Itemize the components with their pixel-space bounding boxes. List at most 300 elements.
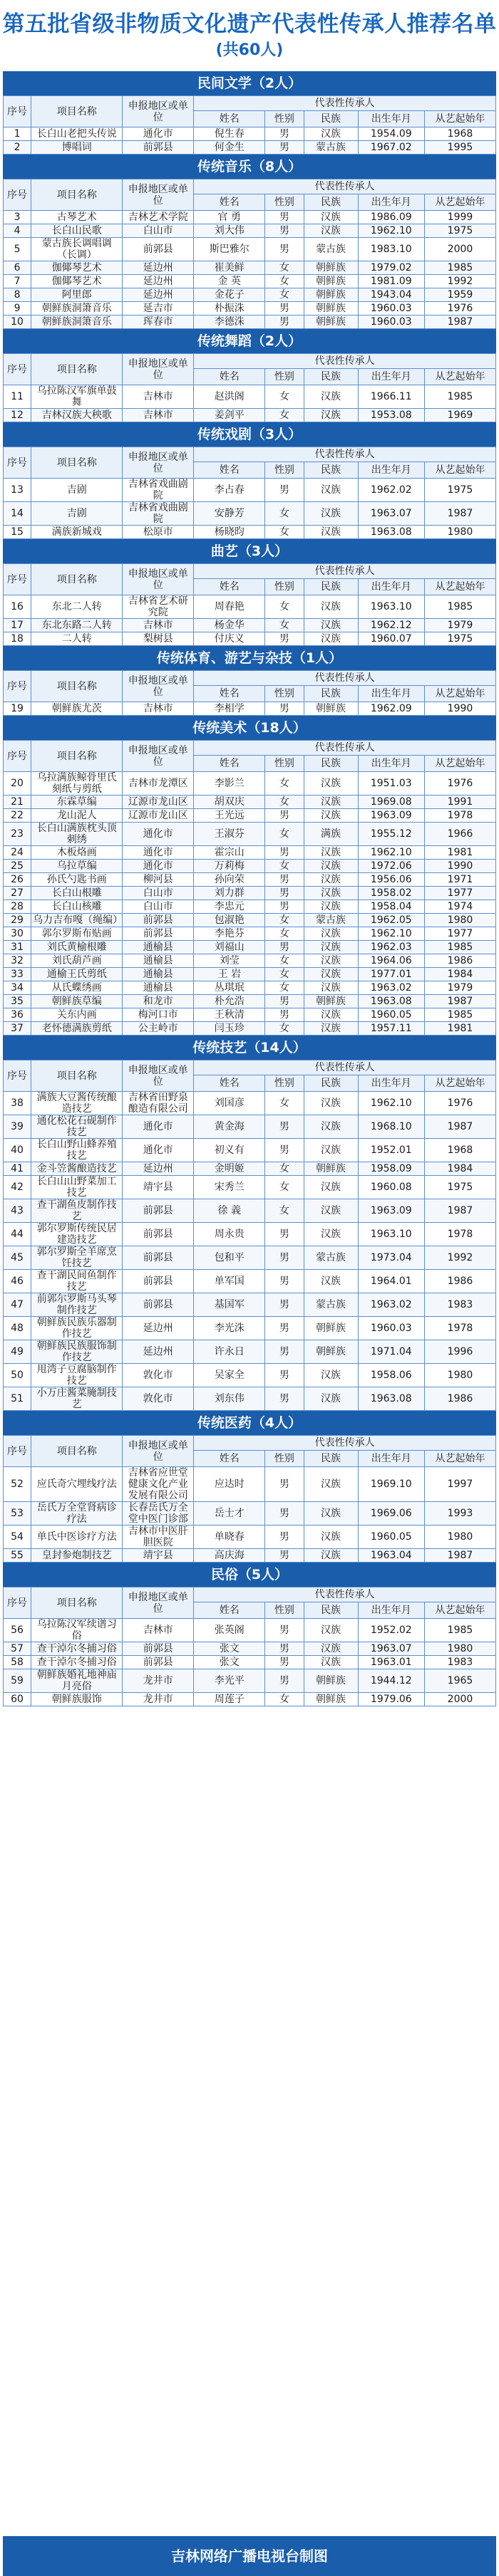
cell-gender: 女 bbox=[265, 772, 304, 796]
cell-region: 龙井市 bbox=[123, 1693, 194, 1706]
cell-project: 乌拉草编 bbox=[31, 860, 123, 873]
cell-gender: 男 bbox=[265, 1387, 304, 1411]
table-row bbox=[4, 288, 496, 302]
cell-birth: 1954.09 bbox=[358, 127, 424, 141]
table-row bbox=[4, 1317, 496, 1340]
cell-region: 白山市 bbox=[123, 900, 194, 914]
cell-project: 通榆王氏剪纸 bbox=[31, 968, 123, 981]
cell-birth: 1952.01 bbox=[358, 1139, 424, 1162]
cell-gender: 女 bbox=[265, 261, 304, 275]
cell-ethnicity: 汉族 bbox=[304, 1526, 358, 1549]
cell-gender: 女 bbox=[265, 1022, 304, 1036]
cell-birth: 1962.03 bbox=[358, 941, 424, 954]
column-header-name: 姓名 bbox=[194, 686, 265, 702]
table-row bbox=[4, 702, 496, 716]
cell-birth: 1963.08 bbox=[358, 1387, 424, 1411]
cell-project: 博唱词 bbox=[31, 141, 123, 155]
column-header-ethnicity: 民族 bbox=[304, 686, 358, 702]
cell-gender: 女 bbox=[265, 385, 304, 409]
cell-since: 1992 bbox=[424, 275, 495, 288]
table-row bbox=[4, 1669, 496, 1693]
cell-gender: 男 bbox=[265, 632, 304, 646]
cell-since: 1977 bbox=[424, 887, 495, 900]
column-header-name: 姓名 bbox=[194, 1602, 265, 1619]
cell-since: 1984 bbox=[424, 1162, 495, 1176]
column-header-gender: 性别 bbox=[265, 462, 304, 479]
cell-name: 许永日 bbox=[194, 1340, 265, 1364]
cell-name: 刘东伟 bbox=[194, 1387, 265, 1411]
table-row bbox=[4, 275, 496, 288]
cell-region: 延吉市 bbox=[123, 302, 194, 316]
cell-seq: 6 bbox=[4, 261, 31, 275]
table-row bbox=[4, 1115, 496, 1139]
column-header-rep-group: 代表性传承人 bbox=[194, 179, 496, 194]
cell-gender: 男 bbox=[265, 900, 304, 914]
cell-birth: 1943.04 bbox=[358, 288, 424, 302]
cell-name: 金花子 bbox=[194, 288, 265, 302]
cell-region: 通化市 bbox=[123, 823, 194, 846]
column-header-seq: 序号 bbox=[4, 1587, 31, 1619]
cell-region: 公主岭市 bbox=[123, 1022, 194, 1036]
cell-since: 1986 bbox=[424, 1387, 495, 1411]
cell-name: 李相学 bbox=[194, 702, 265, 716]
cell-seq: 55 bbox=[4, 1549, 31, 1563]
cell-region: 敦化市 bbox=[123, 1364, 194, 1387]
cell-seq: 34 bbox=[4, 981, 31, 995]
cell-region: 延边州 bbox=[123, 1162, 194, 1176]
column-header-gender: 性别 bbox=[265, 579, 304, 595]
cell-project: 伽倻琴艺术 bbox=[31, 261, 123, 275]
cell-birth: 1963.02 bbox=[358, 981, 424, 995]
table-row bbox=[4, 1387, 496, 1411]
cell-gender: 男 bbox=[265, 1293, 304, 1317]
cell-project: 郭尔罗斯全羊席烹饪技艺 bbox=[31, 1246, 123, 1270]
cell-project: 老怀德满族剪纸 bbox=[31, 1022, 123, 1036]
cell-project: 乌拉陈汉军续谱习俗 bbox=[31, 1619, 123, 1642]
cell-since: 1990 bbox=[424, 860, 495, 873]
column-header-ethnicity: 民族 bbox=[304, 194, 358, 211]
cell-region: 柳河县 bbox=[123, 873, 194, 887]
cell-ethnicity: 蒙古族 bbox=[304, 141, 358, 155]
cell-project: 东霖草编 bbox=[31, 796, 123, 809]
cell-birth: 1981.09 bbox=[358, 275, 424, 288]
cell-since: 1980 bbox=[424, 526, 495, 539]
cell-name: 包和平 bbox=[194, 1246, 265, 1270]
column-header-rep-group: 代表性传承人 bbox=[194, 1060, 496, 1075]
cell-seq: 51 bbox=[4, 1387, 31, 1411]
column-header-name: 姓名 bbox=[194, 1451, 265, 1467]
cell-seq: 42 bbox=[4, 1176, 31, 1199]
header-row bbox=[4, 741, 496, 756]
cell-region: 吉林市 bbox=[123, 1619, 194, 1642]
cell-project: 朝鲜族民族乐器制作技艺 bbox=[31, 1317, 123, 1340]
cell-name: 霍宗山 bbox=[194, 846, 265, 860]
cell-since: 1987 bbox=[424, 502, 495, 526]
column-header-seq: 序号 bbox=[4, 671, 31, 702]
cell-gender: 男 bbox=[265, 127, 304, 141]
cell-project: 长白山山野菜加工技艺 bbox=[31, 1176, 123, 1199]
cell-project: 朝鲜族服饰 bbox=[31, 1693, 123, 1706]
cell-birth: 1958.06 bbox=[358, 1364, 424, 1387]
cell-seq: 18 bbox=[4, 632, 31, 646]
cell-ethnicity: 朝鲜族 bbox=[304, 1340, 358, 1364]
cell-birth: 1963.04 bbox=[358, 1549, 424, 1563]
cell-region: 吉林市 bbox=[123, 409, 194, 422]
section-header: 传统舞蹈（2人） bbox=[3, 329, 496, 353]
cell-gender: 女 bbox=[265, 860, 304, 873]
cell-birth: 1952.02 bbox=[358, 1619, 424, 1642]
cell-since: 1993 bbox=[424, 1502, 495, 1526]
column-header-rep-group: 代表性传承人 bbox=[194, 447, 496, 462]
cell-project: 朝鲜族洞箫音乐 bbox=[31, 302, 123, 316]
cell-gender: 男 bbox=[265, 1467, 304, 1502]
cell-project: 伽倻琴艺术 bbox=[31, 275, 123, 288]
column-header-project: 项目名称 bbox=[31, 179, 123, 211]
cell-name: 刘国彦 bbox=[194, 1092, 265, 1115]
column-header-rep-group: 代表性传承人 bbox=[194, 1436, 496, 1451]
cell-since: 1983 bbox=[424, 1656, 495, 1669]
cell-region: 前郭县 bbox=[123, 1246, 194, 1270]
header-row bbox=[4, 564, 496, 579]
cell-seq: 49 bbox=[4, 1340, 31, 1364]
cell-gender: 男 bbox=[265, 479, 304, 502]
cell-name: 岳士才 bbox=[194, 1502, 265, 1526]
cell-seq: 44 bbox=[4, 1223, 31, 1246]
cell-name: 周永贵 bbox=[194, 1223, 265, 1246]
cell-project: 朝鲜族婚礼地神庙月亮俗 bbox=[31, 1669, 123, 1693]
section-header: 传统医药（4人） bbox=[3, 1411, 496, 1435]
cell-gender: 女 bbox=[265, 914, 304, 927]
cell-ethnicity: 汉族 bbox=[304, 1656, 358, 1669]
cell-seq: 57 bbox=[4, 1642, 31, 1656]
cell-region: 前郭县 bbox=[123, 1270, 194, 1293]
cell-region: 靖宇县 bbox=[123, 1549, 194, 1563]
column-header-birth: 出生年月 bbox=[358, 462, 424, 479]
cell-since: 1985 bbox=[424, 941, 495, 954]
cell-birth: 1973.04 bbox=[358, 1246, 424, 1270]
cell-birth: 1964.06 bbox=[358, 954, 424, 968]
column-header-name: 姓名 bbox=[194, 462, 265, 479]
table-row bbox=[4, 927, 496, 941]
table-row bbox=[4, 995, 496, 1008]
table-row bbox=[4, 1293, 496, 1317]
cell-seq: 43 bbox=[4, 1199, 31, 1223]
cell-seq: 40 bbox=[4, 1139, 31, 1162]
cell-region: 梅河口市 bbox=[123, 1008, 194, 1022]
cell-gender: 女 bbox=[265, 409, 304, 422]
cell-region: 通榆县 bbox=[123, 981, 194, 995]
cell-birth: 1972.06 bbox=[358, 860, 424, 873]
cell-seq: 47 bbox=[4, 1293, 31, 1317]
table-row bbox=[4, 1467, 496, 1502]
cell-name: 宋秀兰 bbox=[194, 1176, 265, 1199]
cell-project: 吉林汉族大秧歌 bbox=[31, 409, 123, 422]
table-row bbox=[4, 809, 496, 823]
column-header-seq: 序号 bbox=[4, 447, 31, 479]
column-header-name: 姓名 bbox=[194, 1075, 265, 1092]
cell-birth: 1944.12 bbox=[358, 1669, 424, 1693]
cell-ethnicity: 朝鲜族 bbox=[304, 261, 358, 275]
cell-seq: 33 bbox=[4, 968, 31, 981]
cell-since: 1987 bbox=[424, 995, 495, 1008]
column-header-birth: 出生年月 bbox=[358, 756, 424, 772]
column-header-birth: 出生年月 bbox=[358, 194, 424, 211]
cell-seq: 8 bbox=[4, 288, 31, 302]
section-header: 传统体育、游艺与杂技（1人） bbox=[3, 646, 496, 670]
cell-gender: 男 bbox=[265, 846, 304, 860]
cell-gender: 女 bbox=[265, 1162, 304, 1176]
cell-project: 金斗笠酱酿造技艺 bbox=[31, 1162, 123, 1176]
table-row bbox=[4, 632, 496, 646]
cell-region: 前郭县 bbox=[123, 141, 194, 155]
cell-birth: 1969.10 bbox=[358, 1467, 424, 1502]
cell-region: 延边州 bbox=[123, 288, 194, 302]
cell-name: 李占春 bbox=[194, 479, 265, 502]
cell-seq: 56 bbox=[4, 1619, 31, 1642]
cell-project: 应氏奇穴埋线疗法 bbox=[31, 1467, 123, 1502]
cell-birth: 1953.08 bbox=[358, 409, 424, 422]
table-row bbox=[4, 1526, 496, 1549]
column-header-seq: 序号 bbox=[4, 1436, 31, 1467]
column-header-gender: 性别 bbox=[265, 1602, 304, 1619]
column-header-project: 项目名称 bbox=[31, 1060, 123, 1092]
cell-region: 前郭县 bbox=[123, 238, 194, 261]
column-header-rep-group: 代表性传承人 bbox=[194, 354, 496, 369]
cell-ethnicity: 汉族 bbox=[304, 772, 358, 796]
cell-seq: 9 bbox=[4, 302, 31, 316]
cell-seq: 2 bbox=[4, 141, 31, 155]
cell-project: 长白山老把头传说 bbox=[31, 127, 123, 141]
cell-since: 1980 bbox=[424, 1526, 495, 1549]
cell-since: 1976 bbox=[424, 1092, 495, 1115]
cell-birth: 1962.09 bbox=[358, 702, 424, 716]
cell-project: 朝鲜族尤茨 bbox=[31, 702, 123, 716]
cell-region: 吉林市 bbox=[123, 385, 194, 409]
cell-birth: 1983.10 bbox=[358, 238, 424, 261]
cell-name: 何金生 bbox=[194, 141, 265, 155]
cell-name: 刘力群 bbox=[194, 887, 265, 900]
cell-region: 长春岳氏万全堂中医门诊部 bbox=[123, 1502, 194, 1526]
cell-name: 高庆海 bbox=[194, 1549, 265, 1563]
cell-seq: 24 bbox=[4, 846, 31, 860]
column-header-since: 从艺起始年 bbox=[424, 579, 495, 595]
cell-seq: 45 bbox=[4, 1246, 31, 1270]
cell-since: 1976 bbox=[424, 302, 495, 316]
table-row bbox=[4, 1340, 496, 1364]
cell-since: 1983 bbox=[424, 1293, 495, 1317]
cell-name: 李德洙 bbox=[194, 316, 265, 329]
column-header-ethnicity: 民族 bbox=[304, 369, 358, 385]
cell-name: 安静芳 bbox=[194, 502, 265, 526]
cell-since: 1985 bbox=[424, 595, 495, 619]
cell-since: 1979 bbox=[424, 981, 495, 995]
column-header-gender: 性别 bbox=[265, 686, 304, 702]
cell-seq: 27 bbox=[4, 887, 31, 900]
cell-since: 1985 bbox=[424, 1619, 495, 1642]
cell-project: 查干淖尔冬捕习俗 bbox=[31, 1656, 123, 1669]
cell-seq: 17 bbox=[4, 619, 31, 632]
cell-ethnicity: 朝鲜族 bbox=[304, 288, 358, 302]
cell-birth: 1962.10 bbox=[358, 927, 424, 941]
cell-birth: 1963.08 bbox=[358, 526, 424, 539]
cell-birth: 1971.04 bbox=[358, 1340, 424, 1364]
cell-ethnicity: 汉族 bbox=[304, 632, 358, 646]
cell-seq: 46 bbox=[4, 1270, 31, 1293]
cell-birth: 1960.03 bbox=[358, 302, 424, 316]
table-row bbox=[4, 873, 496, 887]
cell-birth: 1963.09 bbox=[358, 1199, 424, 1223]
cell-name: 周春艳 bbox=[194, 595, 265, 619]
cell-name: 王淑芬 bbox=[194, 823, 265, 846]
table-row bbox=[4, 238, 496, 261]
cell-name: 初义有 bbox=[194, 1139, 265, 1162]
cell-gender: 男 bbox=[265, 211, 304, 224]
cell-since: 1991 bbox=[424, 796, 495, 809]
cell-birth: 1963.08 bbox=[358, 995, 424, 1008]
cell-ethnicity: 蒙古族 bbox=[304, 1246, 358, 1270]
column-header-ethnicity: 民族 bbox=[304, 1602, 358, 1619]
cell-seq: 1 bbox=[4, 127, 31, 141]
cell-ethnicity: 朝鲜族 bbox=[304, 316, 358, 329]
table-row bbox=[4, 141, 496, 155]
cell-name: 李影兰 bbox=[194, 772, 265, 796]
cell-name: 李光洙 bbox=[194, 1317, 265, 1340]
cell-gender: 男 bbox=[265, 224, 304, 238]
cell-gender: 男 bbox=[265, 1502, 304, 1526]
cell-seq: 36 bbox=[4, 1008, 31, 1022]
cell-seq: 23 bbox=[4, 823, 31, 846]
cell-birth: 1958.02 bbox=[358, 887, 424, 900]
column-header-name: 姓名 bbox=[194, 111, 265, 127]
cell-seq: 14 bbox=[4, 502, 31, 526]
cell-gender: 女 bbox=[265, 1092, 304, 1115]
cell-gender: 男 bbox=[265, 1526, 304, 1549]
section-table bbox=[3, 740, 496, 1036]
column-header-since: 从艺起始年 bbox=[424, 111, 495, 127]
column-header-region: 申报地区或单位 bbox=[123, 447, 194, 479]
cell-name: 崔美鲜 bbox=[194, 261, 265, 275]
cell-birth: 1962.12 bbox=[358, 619, 424, 632]
column-header-seq: 序号 bbox=[4, 96, 31, 127]
cell-seq: 28 bbox=[4, 900, 31, 914]
column-header-seq: 序号 bbox=[4, 564, 31, 595]
cell-since: 1977 bbox=[424, 927, 495, 941]
cell-ethnicity: 汉族 bbox=[304, 927, 358, 941]
column-header-since: 从艺起始年 bbox=[424, 1075, 495, 1092]
cell-ethnicity: 汉族 bbox=[304, 502, 358, 526]
cell-since: 1981 bbox=[424, 1022, 495, 1036]
cell-gender: 男 bbox=[265, 1364, 304, 1387]
cell-seq: 26 bbox=[4, 873, 31, 887]
section-table bbox=[3, 1587, 496, 1706]
cell-birth: 1969.06 bbox=[358, 1502, 424, 1526]
section-header: 传统美术（18人） bbox=[3, 716, 496, 740]
cell-project: 郭尔罗斯传统民居建造技艺 bbox=[31, 1223, 123, 1246]
table-row bbox=[4, 968, 496, 981]
cell-gender: 女 bbox=[265, 619, 304, 632]
column-header-region: 申报地区或单位 bbox=[123, 564, 194, 595]
column-header-rep-group: 代表性传承人 bbox=[194, 741, 496, 756]
cell-ethnicity: 汉族 bbox=[304, 224, 358, 238]
column-header-since: 从艺起始年 bbox=[424, 686, 495, 702]
cell-project: 朝鲜族洞箫音乐 bbox=[31, 316, 123, 329]
column-header-region: 申报地区或单位 bbox=[123, 354, 194, 385]
cell-ethnicity: 汉族 bbox=[304, 479, 358, 502]
cell-ethnicity: 汉族 bbox=[304, 1549, 358, 1563]
cell-name: 丛琪珉 bbox=[194, 981, 265, 995]
column-header-seq: 序号 bbox=[4, 741, 31, 772]
cell-seq: 19 bbox=[4, 702, 31, 716]
cell-birth: 1986.09 bbox=[358, 211, 424, 224]
cell-name: 闫玉珍 bbox=[194, 1022, 265, 1036]
cell-gender: 女 bbox=[265, 526, 304, 539]
cell-project: 长白山满族枕头顶刺绣 bbox=[31, 823, 123, 846]
cell-ethnicity: 汉族 bbox=[304, 526, 358, 539]
cell-seq: 38 bbox=[4, 1092, 31, 1115]
cell-region: 龙井市 bbox=[123, 1669, 194, 1693]
section-header: 传统戏剧（3人） bbox=[3, 422, 496, 447]
cell-since: 2000 bbox=[424, 238, 495, 261]
cell-gender: 男 bbox=[265, 316, 304, 329]
table-row bbox=[4, 385, 496, 409]
cell-name: 李忠元 bbox=[194, 900, 265, 914]
cell-gender: 女 bbox=[265, 275, 304, 288]
cell-birth: 1962.10 bbox=[358, 1092, 424, 1115]
header-row bbox=[4, 1060, 496, 1075]
cell-region: 辽源市龙山区 bbox=[123, 796, 194, 809]
column-header-birth: 出生年月 bbox=[358, 686, 424, 702]
cell-since: 1995 bbox=[424, 141, 495, 155]
cell-gender: 男 bbox=[265, 1223, 304, 1246]
footer-credit: 吉林网络广播电视台制图 bbox=[3, 2536, 496, 2576]
cell-seq: 29 bbox=[4, 914, 31, 927]
column-header-name: 姓名 bbox=[194, 756, 265, 772]
cell-region: 前郭县 bbox=[123, 1293, 194, 1317]
cell-seq: 60 bbox=[4, 1693, 31, 1706]
cell-project: 从氏蝶绣画 bbox=[31, 981, 123, 995]
cell-project: 乌力吉布嘎（绳编） bbox=[31, 914, 123, 927]
cell-since: 1997 bbox=[424, 1467, 495, 1502]
table-row bbox=[4, 1022, 496, 1036]
sections-container bbox=[0, 71, 499, 1706]
column-header-rep-group: 代表性传承人 bbox=[194, 96, 496, 111]
cell-since: 1980 bbox=[424, 1364, 495, 1387]
column-header-ethnicity: 民族 bbox=[304, 1075, 358, 1092]
cell-project: 前郭尔罗斯马头琴制作技艺 bbox=[31, 1293, 123, 1317]
cell-birth: 1962.02 bbox=[358, 479, 424, 502]
cell-project: 长白山核雕 bbox=[31, 900, 123, 914]
cell-region: 和龙市 bbox=[123, 995, 194, 1008]
cell-region: 延边州 bbox=[123, 1317, 194, 1340]
cell-ethnicity: 汉族 bbox=[304, 619, 358, 632]
cell-region: 前郭县 bbox=[123, 1199, 194, 1223]
cell-birth: 1963.09 bbox=[358, 809, 424, 823]
column-header-rep-group: 代表性传承人 bbox=[194, 1587, 496, 1602]
column-header-birth: 出生年月 bbox=[358, 1075, 424, 1092]
cell-ethnicity: 汉族 bbox=[304, 1199, 358, 1223]
cell-region: 吉林艺术学院 bbox=[123, 211, 194, 224]
cell-region: 白山市 bbox=[123, 887, 194, 900]
cell-ethnicity: 朝鲜族 bbox=[304, 302, 358, 316]
cell-ethnicity: 汉族 bbox=[304, 809, 358, 823]
cell-ethnicity: 朝鲜族 bbox=[304, 1693, 358, 1706]
column-header-region: 申报地区或单位 bbox=[123, 1587, 194, 1619]
cell-project: 东北二人转 bbox=[31, 595, 123, 619]
cell-since: 1987 bbox=[424, 1549, 495, 1563]
cell-birth: 1962.10 bbox=[358, 846, 424, 860]
table-row bbox=[4, 409, 496, 422]
cell-seq: 52 bbox=[4, 1467, 31, 1502]
